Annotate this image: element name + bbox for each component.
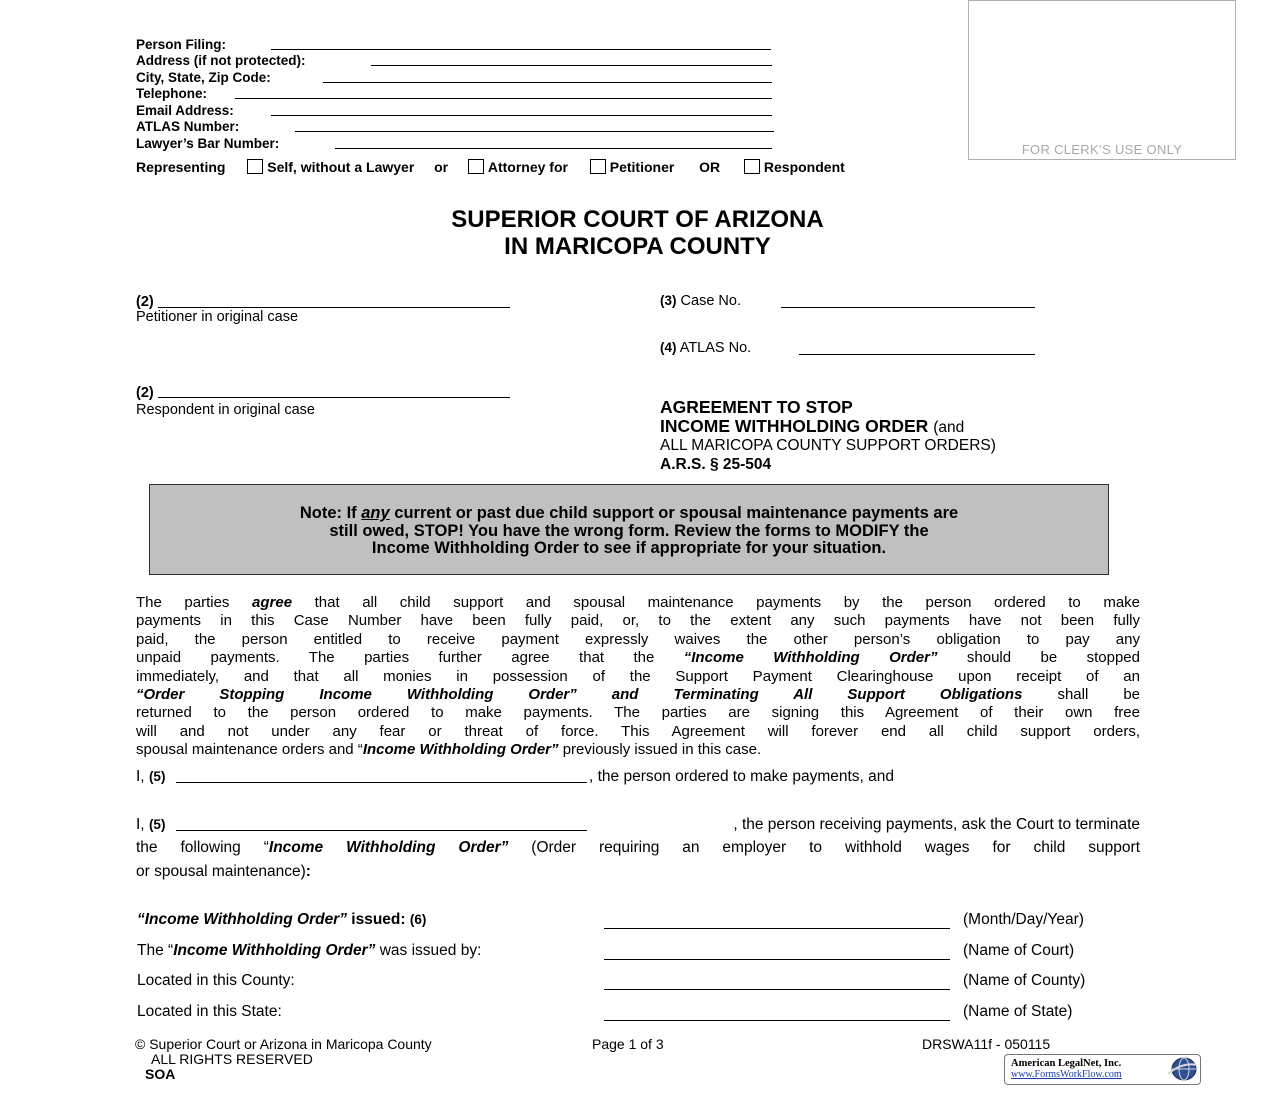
agreement-paragraph (136, 594, 1140, 760)
issued-by-row (137, 942, 481, 960)
clerk-use-label: FOR CLERK’S USE ONLY (1021, 142, 1183, 157)
body-l9b: previously issued in this case. (562, 741, 762, 759)
following-a: the following “ (136, 839, 269, 856)
issued-date-field[interactable] (604, 928, 950, 929)
city-state-zip-label: City, State, Zip Code: (136, 70, 271, 85)
body-l1b: that all child support and spousal maintenance payments by the person ordered to make (314, 594, 1140, 611)
note-any: any (361, 504, 390, 522)
following-line (136, 839, 1140, 857)
body-l2: payments in this Case Number have been fully paid, or, to the extent any such payments have not been fully (136, 612, 1140, 630)
body-l4-iwo: “Income Withholding Order” (683, 649, 938, 667)
issued-hint: (Month/Day/Year) (963, 911, 1084, 928)
state-label: Located in this State: (137, 1003, 282, 1020)
state-hint: (Name of State) (963, 1003, 1073, 1020)
atlas-no-marker: (4) (660, 340, 677, 355)
issued-label: issued: (351, 911, 406, 928)
body-l6-order: “Order Stopping Income Withholding Order” and Terminating All Support Obligations (136, 686, 1023, 704)
address-field[interactable] (371, 65, 772, 66)
issued-by-hint: (Name of Court) (963, 942, 1075, 959)
body-l8: will and not under any fear or threat of force. This Agreement will forever end all child support orders, (136, 722, 1140, 740)
court-title (0, 206, 1275, 260)
form-title-line2-rest: (and (933, 418, 965, 436)
payer-text: , the person ordered to make payments, and (589, 768, 895, 785)
body-l9a: spousal maintenance orders and “ (136, 741, 363, 759)
footer-page: Page 1 of 3 (592, 1036, 664, 1052)
petitioner-label: Petitioner (609, 159, 675, 175)
body-l3: paid, the person entitled to receive payment expressly waives the other person’s obligation to pay any (136, 630, 1140, 648)
body-l5: immediately, and that all monies in possession of the Support Payment Clearinghouse upon receipt of an (136, 667, 1140, 685)
payee-num: (5) (148, 817, 166, 832)
note-prefix: Note: If (299, 504, 357, 522)
county-label: Located in this County: (137, 972, 295, 989)
issued-row (137, 911, 426, 929)
state-field[interactable] (604, 1020, 950, 1021)
case-number-marker: (3) (660, 293, 677, 308)
following-iwo: Income Withholding Order” (268, 839, 509, 856)
following-c: or spousal maintenance) (136, 863, 306, 880)
issued-num: (6) (409, 912, 427, 927)
bar-number-label: Lawyer’s Bar Number: (136, 136, 280, 151)
form-title-line1: AGREEMENT TO STOP (660, 397, 853, 417)
issued-by-a: The “ (137, 942, 174, 959)
payer-num: (5) (148, 769, 166, 784)
or-text-2: OR (699, 159, 721, 175)
footer-form-id: DRSWA11f - 050115 (922, 1036, 1051, 1052)
representing-label: Representing (136, 159, 226, 175)
issued-iwo: “Income Withholding Order” (137, 911, 347, 928)
email-label: Email Address: (136, 103, 234, 118)
atlas-no-row (660, 340, 751, 356)
attorney-label: Attorney for (487, 159, 568, 175)
form-title-line2: INCOME WITHHOLDING ORDER (660, 415, 929, 436)
atlas-no-label: ATLAS No. (679, 340, 752, 356)
form-title-statute: A.R.S. § 25-504 (660, 455, 772, 473)
case-number-label: Case No. (680, 293, 741, 309)
telephone-label: Telephone: (136, 86, 208, 101)
respondent-caption: Respondent in original case (136, 402, 315, 418)
clerk-use-box (968, 0, 1236, 160)
petitioner-field[interactable] (158, 307, 510, 308)
body-l7: returned to the person ordered to make payments. The parties are signing this Agreement of their own free (136, 704, 1140, 722)
following-colon: : (305, 863, 311, 880)
county-field[interactable] (604, 989, 950, 990)
respondent-label: Respondent (763, 159, 845, 175)
court-title-line2: IN MARICOPA COUNTY (504, 233, 771, 260)
issued-by-iwo: Income Withholding Order” (173, 942, 376, 959)
footer-rights: ALL RIGHTS RESERVED (151, 1051, 313, 1067)
respondent-field[interactable] (158, 397, 510, 398)
issued-by-field[interactable] (604, 959, 950, 960)
payer-row (136, 768, 165, 786)
form-title (660, 398, 996, 474)
petitioner-checkbox[interactable] (590, 159, 606, 174)
globe-icon (1164, 1056, 1198, 1082)
payee-text: , the person receiving payments, ask the Court to terminate (733, 816, 1140, 833)
payer-i: I, (136, 768, 145, 785)
email-field[interactable] (271, 115, 772, 116)
note-line2: still owed, STOP! You have the wrong form. Review the forms to MODIFY the (329, 521, 929, 540)
atlas-number-field[interactable] (295, 131, 774, 132)
representing-row (136, 159, 845, 175)
body-l4b: should be stopped (966, 649, 1140, 667)
person-filing-field[interactable] (271, 49, 771, 50)
following-line-2 (136, 863, 311, 881)
atlas-number-label: ATLAS Number: (136, 119, 240, 134)
person-filing-label: Person Filing: (136, 37, 227, 52)
telephone-field[interactable] (235, 98, 772, 99)
logo-name: American LegalNet, Inc. (1011, 1058, 1122, 1069)
body-l9-iwo: Income Withholding Order” (362, 741, 559, 759)
court-title-line1: SUPERIOR COURT OF ARIZONA (451, 206, 824, 233)
body-l1a: The parties (136, 594, 230, 611)
city-state-zip-field[interactable] (323, 82, 772, 83)
payee-i: I, (136, 816, 145, 833)
petitioner-caption: Petitioner in original case (136, 309, 299, 325)
logo-url[interactable]: www.FormsWorkFlow.com (1011, 1069, 1122, 1080)
respondent-checkbox[interactable] (744, 159, 760, 174)
note-line3: Income Withholding Order to see if appropriate for your situation. (371, 539, 887, 557)
footer-copyright: © Superior Court or Arizona in Maricopa County (135, 1036, 432, 1052)
address-label: Address (if not protected): (136, 53, 306, 68)
petitioner-num: (2) (136, 294, 154, 310)
respondent-num: (2) (136, 385, 154, 401)
or-text: or (434, 159, 449, 175)
note-line1: current or past due child support or spousal maintenance payments are (394, 504, 959, 522)
body-l6b: shall be (1057, 686, 1140, 704)
bar-number-field[interactable] (335, 148, 772, 149)
self-label: Self, without a Lawyer (267, 159, 415, 175)
footer-soa: SOA (145, 1066, 176, 1082)
form-title-line3: ALL MARICOPA COUNTY SUPPORT ORDERS) (660, 437, 996, 454)
payer-name-field[interactable] (176, 782, 587, 783)
atlas-no-field[interactable] (799, 354, 1035, 355)
body-agree: agree (252, 594, 293, 611)
case-number-field[interactable] (781, 307, 1035, 308)
warning-note (149, 484, 1109, 575)
legalnet-logo[interactable] (1004, 1054, 1201, 1085)
following-b: (Order requiring an employer to withhold wages for child support (531, 839, 1140, 856)
self-checkbox[interactable] (247, 159, 263, 174)
case-number-row (660, 293, 741, 309)
issued-by-b: was issued by: (379, 942, 482, 959)
payee-name-field[interactable] (176, 830, 587, 831)
body-l4a: unpaid payments. The parties further agree that the (136, 649, 655, 667)
county-hint: (Name of County) (963, 972, 1086, 989)
payee-row (136, 816, 165, 834)
attorney-checkbox[interactable] (468, 159, 484, 174)
